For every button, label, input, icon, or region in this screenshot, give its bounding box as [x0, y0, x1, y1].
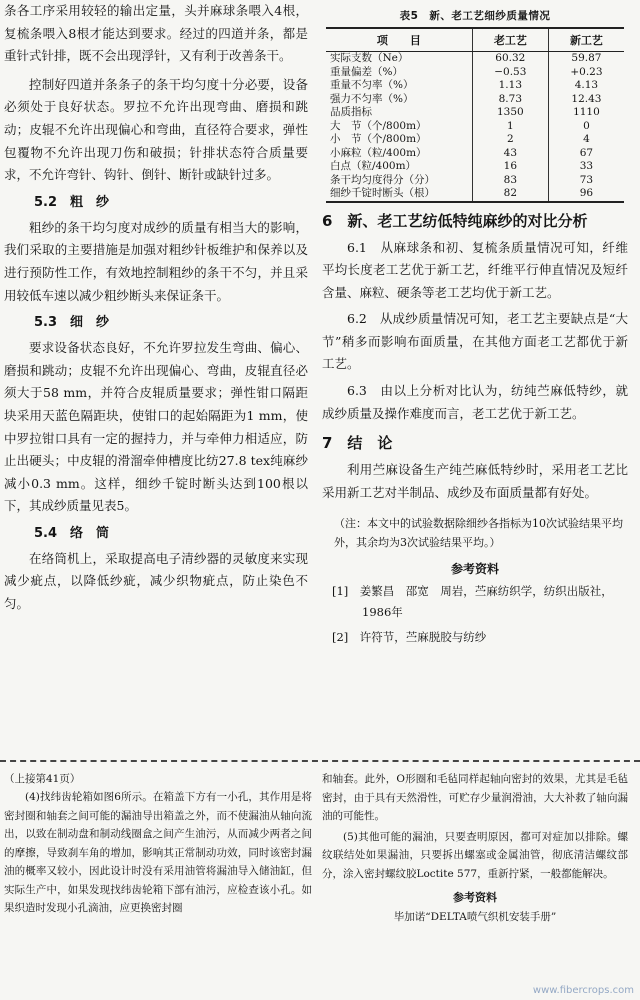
table-header-item: 项 目: [326, 28, 472, 52]
table-header-new: 新工艺: [548, 28, 624, 52]
table-cell-new: 73: [548, 174, 624, 188]
paragraph-intro: 条各工序采用较轻的输出定量，头并麻球条喂入4根，复梳条喂入8根才能达到要求。经过的四道并条，都是重针式针排，既不会出现浮针，又有利于改善条干。: [4, 3, 308, 64]
paragraph-item-4: (4)找纬齿轮箱如图6所示。在箱盖下方有一小孔，其作用是将密封圈和轴套之间可能的漏油导出箱盖之外，而不使漏油从轴向流出，以致在制动盘和制动线圈盒之间产生油污，从而减少两者之间的摩擦，导致刹车角的增加，影响其正常制动功效，同时该密封漏油的概率又较小，因此设计时没有采用油管将漏油导入储油缸，但实际生产中，如果发现找纬齿轮箱下部有油污，应检查该小孔。如果织造时发现小孔滴油，应更换密封圈: [4, 791, 312, 914]
table-cell-item: 强力不匀率（%）: [330, 92, 414, 105]
table-cell-old: 2: [472, 133, 548, 147]
paragraph-spinning: 要求设备状态良好，不允许罗拉发生弯曲、偏心、磨损和跳动；皮辊不允许出现偏心、弯曲，皮辊直径必须大于58 mm，并符合皮辊质量要求；弹性钳口隔距块采用天蓝色隔距块，使钳口的起始隔距为1 mm，使中罗拉钳口具有一定的握持力，并与牵伸力相适应，防止出硬头；中皮辊的滑溜牵伸槽度比纺27.8 tex纯麻纱减小0.3 mm。这样，细纱千锭时断头达到100根以下，其成纱质量见表5。: [4, 340, 308, 514]
table-row: [326, 133, 624, 147]
table-header-old: 老工艺: [472, 28, 548, 52]
section-divider: [0, 760, 640, 762]
paragraph-item-5: (5)其他可能的漏油，只要查明原因，都可对症加以排除。螺纹联结处如果漏油，只要拆出螺塞或金属油管，彻底清洁螺纹部分，涂入密封螺纹胶Loctite 577，重新拧紧，一般都能解决。: [322, 830, 628, 880]
table-row: [326, 174, 624, 188]
table-cell-new: 4.13: [548, 79, 624, 93]
yarn-quality-table: [326, 27, 624, 203]
paragraph-winding: 在络筒机上，采取提高电子清纱器的灵敏度来实现减少疵点，以降低纱疵，减少织物疵点，防止染色不匀。: [4, 550, 308, 612]
table-cell-item: 重量偏差（%）: [330, 65, 403, 78]
table-cell-new: 33: [548, 160, 624, 174]
table-cell-item: 品质指标: [330, 106, 372, 118]
references-title: 参考资料: [450, 562, 499, 577]
section-heading-5-2: 5.2 粗 纱: [34, 194, 110, 210]
table-caption: 表5 新、老工艺细纱质量情况: [399, 10, 551, 22]
table-row: [326, 147, 624, 161]
table-cell-old: 83: [472, 174, 548, 188]
table-cell-new: 12.43: [548, 93, 624, 107]
paragraph-conclusion: 利用苎麻设备生产纯苎麻低特纱时，采用老工艺比采用新工艺对半制品、成纱及布面质量都有好处。: [322, 462, 628, 500]
section-heading-5-4: 5.4 络 筒: [34, 525, 110, 541]
table-body: [326, 52, 624, 202]
table-header-row: [326, 28, 624, 52]
continued-article-left: [4, 770, 312, 918]
table-cell-item: 重量不匀率（%）: [330, 79, 414, 91]
right-column: [322, 0, 628, 648]
table-cell-item: 细纱千锭时断头（根）: [326, 187, 472, 202]
section-heading-6: 6 新、老工艺纺低特纯麻纱的对比分析: [322, 211, 588, 230]
paragraph-seal-note: 和轴套。此外，O形圈和毛毡同样起轴向密封的效果，尤其是毛毡密封，由于具有天然滑性，可贮存少量润滑油，大大补救了轴向漏油的可能性。: [322, 773, 628, 822]
table-cell-old: 1.13: [472, 79, 548, 93]
table-row: [326, 79, 624, 93]
footnote: （注：本文中的试验数据除细纱各指标为10次试验结果平均外，其余均为3次试验结果平均。）: [334, 517, 623, 550]
table-row: [326, 106, 624, 120]
table-cell-new: +0.23: [548, 66, 624, 80]
bottom-references-title: 参考资料: [453, 891, 497, 904]
table-cell-old: 8.73: [472, 93, 548, 107]
table-cell-new: 96: [548, 187, 624, 202]
paragraph-6-1: 6.1 从麻球条和初、复梳条质量情况可知，纤维平均长度老工艺优于新工艺，纤维平行伸直情况及短纤含量、麻粒、硬条等老工艺均优于新工艺。: [322, 239, 628, 300]
table-cell-item: 条干均匀度得分（分）: [330, 173, 435, 186]
site-watermark: www.fibercrops.com: [532, 985, 634, 996]
table-cell-new: 59.87: [548, 52, 624, 66]
table-cell-old: 60.32: [472, 52, 548, 66]
table-cell-old: 1350: [472, 106, 548, 120]
paragraph-drawframe-control: 控制好四道并条条子的条干均匀度十分必要，设备必须处于良好状态。罗拉不允许出现弯曲、磨损和跳动；皮辊不允许出现偏心和弯曲，直径符合要求，弹性包覆物不允许出现刀伤和破损；针排状态符合质量要求，不允许弯针、钩针、倒针、断针或缺针过多。: [4, 76, 308, 183]
table-cell-old: −0.53: [472, 66, 548, 80]
reference-2: [2] 许符节，苎麻脱胶与纺纱: [332, 630, 487, 645]
table-cell-item: 小麻粒（粒/400m）: [330, 146, 427, 159]
table-cell-new: 1110: [548, 106, 624, 120]
bottom-reference: 毕加诺“DELTA喷气织机安装手册”: [393, 911, 557, 923]
left-column: [4, 0, 308, 616]
section-heading-7: 7 结 论: [322, 434, 393, 453]
reference-1: [1] 姜繁昌 邵宽 周岩，苎麻纺织学，纺织出版社，1986年: [332, 584, 613, 620]
paragraph-roving: 粗纱的条干均匀度对成纱的质量有相当大的影响，我们采取的主要措施是加强对粗纱针板维护和保养以及进行预防性工作，有效地控制粗纱的条干不匀，并且采用较低车速以减少粗纱断头来保证条干。: [4, 219, 308, 303]
paragraph-6-3: 6.3 由以上分析对比认为，纺纯苎麻低特纱，就成纱质量及操作难度而言，老工艺优于新工艺。: [322, 383, 628, 421]
table-row: [326, 187, 624, 202]
table-cell-old: 43: [472, 147, 548, 161]
paragraph-6-2: 6.2 从成纱质量情况可知，老工艺主要缺点是“大节”稍多而影响布面质量，在其他方面老工艺都优于新工艺。: [322, 311, 628, 372]
table-cell-item: 小 节（个/800m）: [330, 133, 427, 145]
table-cell-new: 0: [548, 120, 624, 134]
table-row: [326, 160, 624, 174]
table-cell-item: 实际支数（Ne）: [330, 52, 409, 64]
continued-article-right: [322, 770, 628, 924]
table-row: [326, 66, 624, 80]
table-row: [326, 93, 624, 107]
table-cell-new: 67: [548, 147, 624, 161]
table-cell-item: 白点（粒/400m）: [330, 160, 417, 172]
table-cell-old: 16: [472, 160, 548, 174]
section-heading-5-3: 5.3 细 纱: [34, 315, 110, 331]
table-row: [326, 120, 624, 134]
table-cell-old: 1: [472, 120, 548, 134]
table-cell-item: 大 节（个/800m）: [330, 119, 427, 132]
continued-from-label: （上接第41页）: [4, 773, 81, 785]
table-cell-old: 82: [472, 187, 548, 202]
table-cell-new: 4: [548, 133, 624, 147]
table-row: [326, 52, 624, 66]
